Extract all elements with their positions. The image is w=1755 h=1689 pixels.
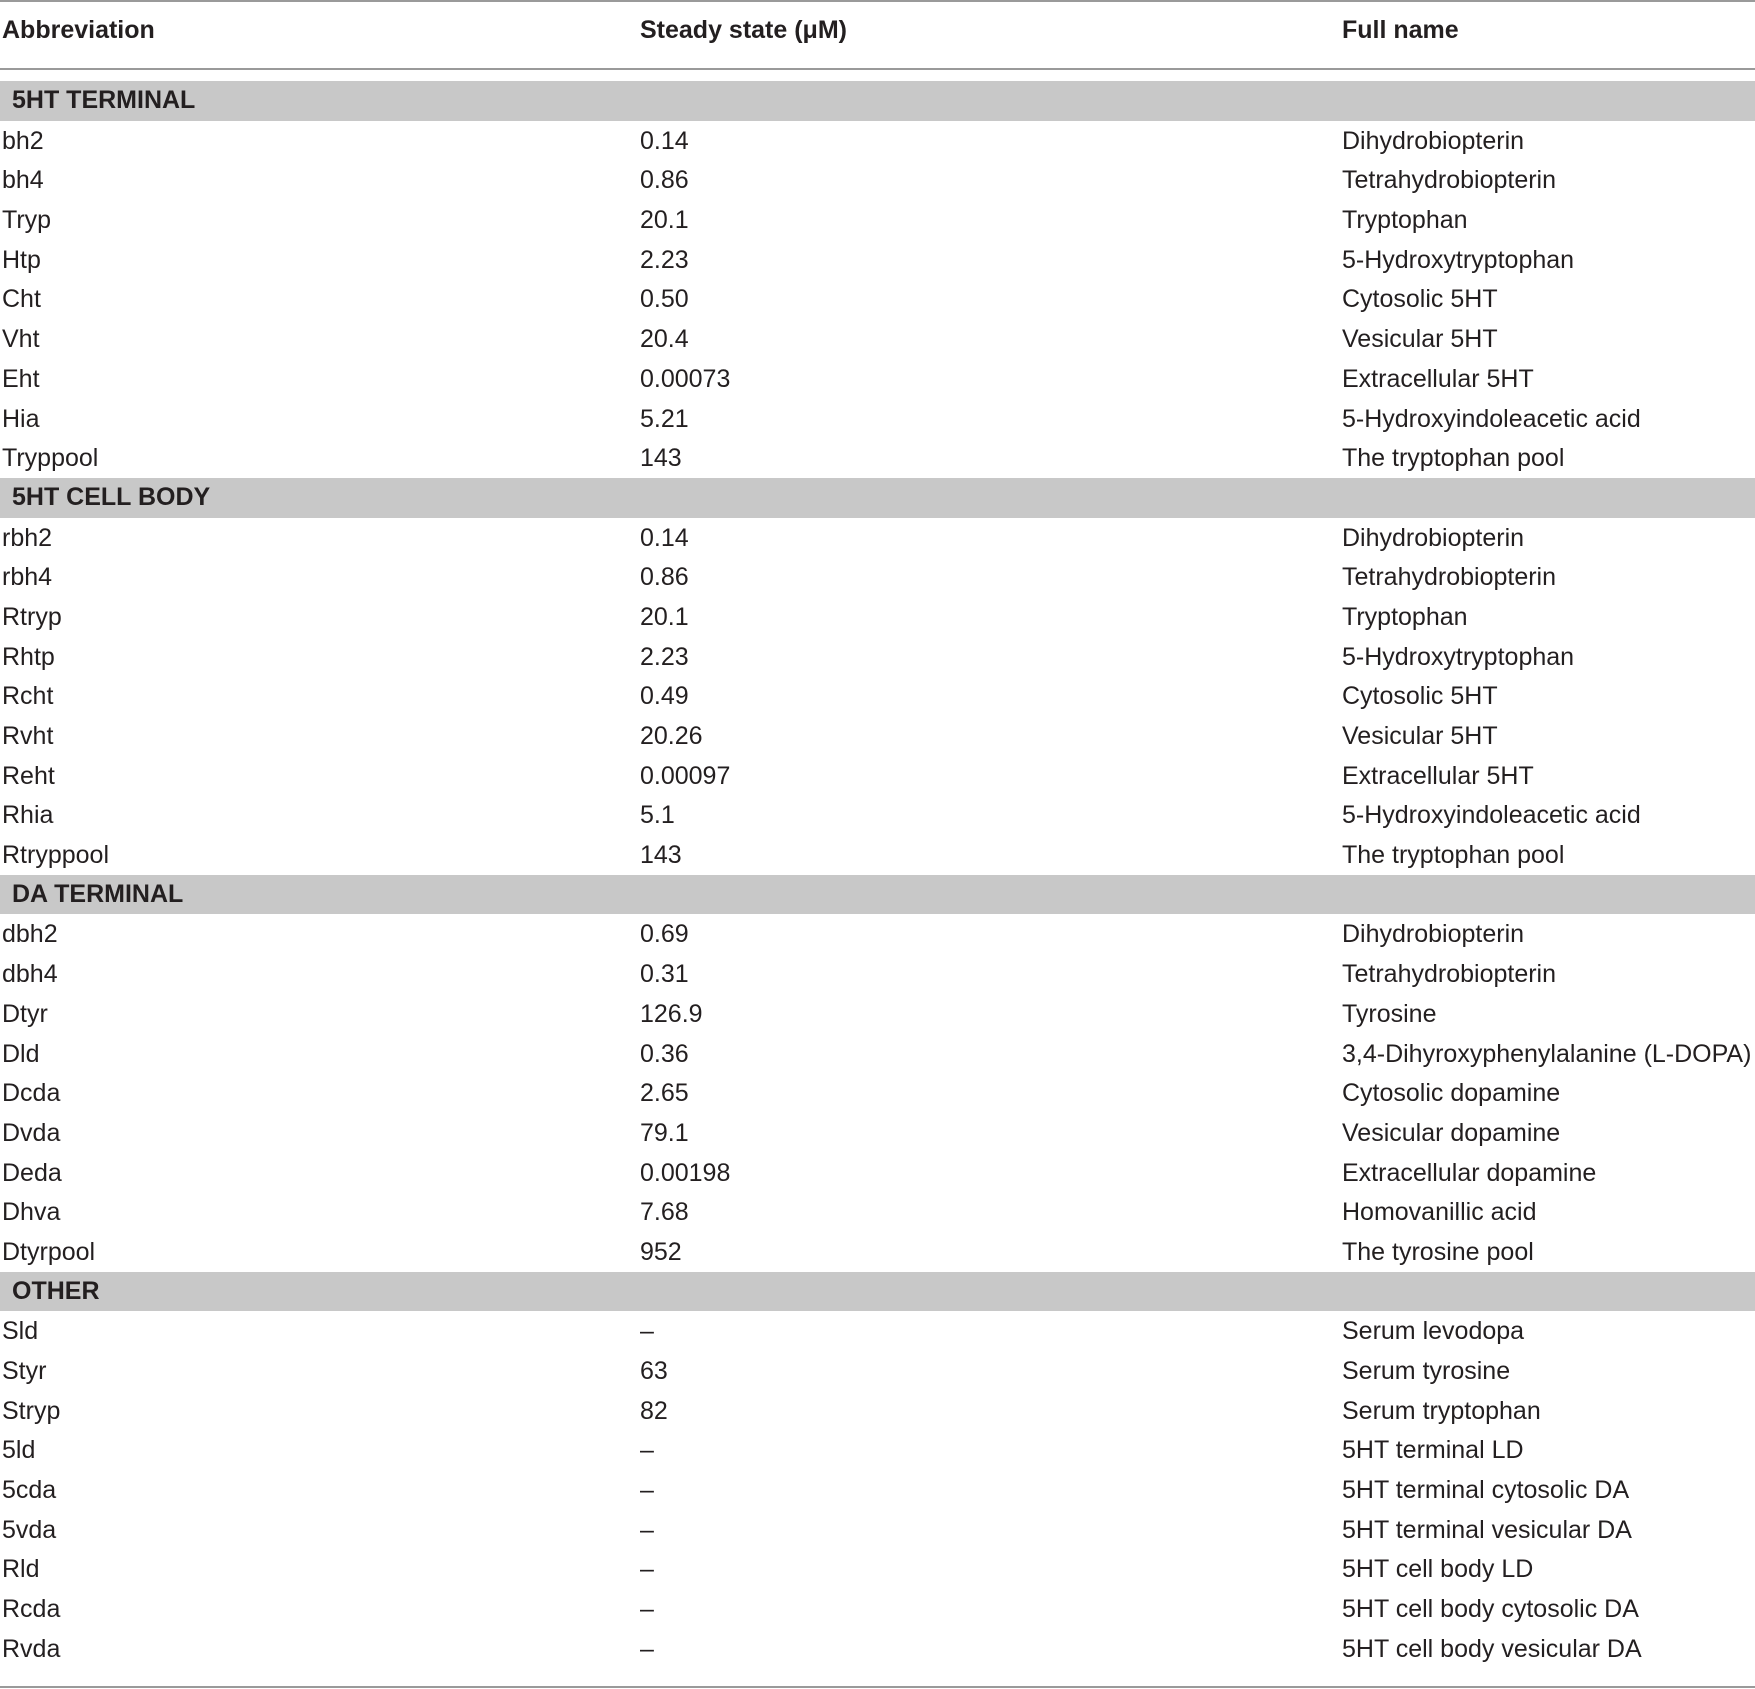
full-name-cell: Vesicular 5HT	[1342, 722, 1498, 750]
abbreviation-cell: Rcht	[2, 682, 54, 711]
steady-state-cell: 143	[640, 841, 682, 870]
full-name-cell: 5HT terminal vesicular DA	[1342, 1515, 1632, 1544]
full-name-cell: 5HT terminal LD	[1342, 1436, 1524, 1465]
full-name-cell: 5HT cell body LD	[1342, 1555, 1534, 1584]
table-row	[0, 1430, 1755, 1470]
table-row	[0, 597, 1755, 637]
table-row	[0, 1232, 1755, 1272]
full-name-cell: The tryptophan pool	[1342, 841, 1565, 870]
abbreviation-cell: Dtyr	[2, 999, 48, 1028]
steady-state-cell: 20.4	[640, 325, 689, 354]
steady-state-cell: –	[640, 1476, 654, 1505]
steady-state-cell: 20.1	[640, 602, 689, 631]
abbreviation-cell: Eht	[2, 364, 40, 393]
full-name-cell: Cytosolic dopamine	[1342, 1079, 1561, 1108]
steady-state-cell: –	[640, 1436, 654, 1465]
table-row	[0, 835, 1755, 875]
abbreviation-cell: Dcda	[2, 1079, 61, 1108]
abbreviation-cell: Vht	[2, 325, 40, 354]
full-name-cell: 5HT terminal cytosolic DA	[1342, 1476, 1630, 1505]
bottom-rule	[0, 1686, 1755, 1688]
table-row	[0, 1034, 1755, 1074]
table-row	[0, 1549, 1755, 1589]
table-row	[0, 1351, 1755, 1391]
full-name-cell: The tyrosine pool	[1342, 1237, 1534, 1266]
abbreviation-cell: Hia	[2, 404, 40, 433]
header-full-name: Full name	[1342, 16, 1459, 44]
table-row	[0, 795, 1755, 835]
table-row	[0, 279, 1755, 319]
full-name-cell: 5HT cell body vesicular DA	[1342, 1634, 1642, 1663]
full-name-cell: Dihydrobiopterin	[1342, 523, 1525, 552]
steady-state-cell: 0.00073	[640, 364, 731, 393]
steady-state-cell: 82	[640, 1396, 668, 1425]
steady-state-cell: 0.00198	[640, 1158, 731, 1187]
header-rule	[0, 68, 1755, 70]
steady-state-cell: 7.68	[640, 1198, 689, 1227]
steady-state-cell: –	[640, 1317, 654, 1346]
steady-state-cell: –	[640, 1634, 654, 1663]
steady-state-cell: 5.21	[640, 404, 689, 433]
abbreviation-cell: dbh4	[2, 960, 58, 989]
table-row	[0, 954, 1755, 994]
full-name-cell: Cytosolic 5HT	[1342, 682, 1498, 711]
abbreviation-cell: Rhtp	[2, 642, 55, 671]
table-row	[0, 1073, 1755, 1113]
steady-state-cell: –	[640, 1515, 654, 1544]
table-header	[0, 0, 1755, 66]
table-row	[0, 914, 1755, 954]
steady-state-cell: 2.23	[640, 642, 689, 671]
full-name-cell: Tetrahydrobiopterin	[1342, 960, 1557, 989]
full-name-cell: Tyrosine	[1342, 999, 1437, 1028]
steady-state-cell: 2.23	[640, 245, 689, 274]
abbreviation-cell: Stryp	[2, 1396, 61, 1425]
abbreviation-cell: Htp	[2, 245, 41, 274]
full-name-cell: Serum tryptophan	[1342, 1396, 1541, 1425]
table-row	[0, 1470, 1755, 1510]
table-row	[0, 1589, 1755, 1629]
full-name-cell: 5HT cell body cytosolic DA	[1342, 1595, 1639, 1624]
full-name-cell: Dihydrobiopterin	[1342, 920, 1525, 949]
abbreviation-cell: Dvda	[2, 1118, 61, 1147]
header-steady-state: Steady state (μM)	[640, 16, 848, 44]
steady-state-cell: –	[640, 1595, 654, 1624]
abbreviation-cell: Tryp	[2, 206, 52, 235]
steady-state-cell: 0.36	[640, 1039, 689, 1068]
full-name-cell: Extracellular dopamine	[1342, 1158, 1597, 1187]
steady-state-cell: 79.1	[640, 1118, 689, 1147]
section-header-row	[0, 1272, 1755, 1312]
full-name-cell: Dihydrobiopterin	[1342, 126, 1525, 155]
steady-state-cell: –	[640, 1555, 654, 1584]
abbreviation-cell: rbh4	[2, 563, 53, 592]
full-name-cell: Homovanillic acid	[1342, 1198, 1537, 1227]
full-name-cell: The tryptophan pool	[1342, 444, 1565, 473]
abbreviation-cell: Styr	[2, 1357, 47, 1385]
full-name-cell: Vesicular dopamine	[1342, 1118, 1561, 1147]
table-row	[0, 994, 1755, 1034]
steady-state-cell: 20.26	[640, 722, 703, 750]
abbreviation-cell: bh2	[2, 126, 44, 155]
steady-state-cell: 0.14	[640, 523, 689, 552]
abbreviation-cell: Dhva	[2, 1198, 61, 1227]
full-name-cell: Serum tyrosine	[1342, 1357, 1511, 1385]
full-name-cell: 5-Hydroxyindoleacetic acid	[1342, 801, 1641, 830]
full-name-cell: Extracellular 5HT	[1342, 761, 1534, 790]
steady-state-cell: 63	[640, 1357, 668, 1385]
abbreviation-cell: rbh2	[2, 523, 53, 552]
full-name-cell: 3,4-Dihyroxyphenylalanine (L-DOPA)	[1342, 1039, 1752, 1068]
steady-state-cell: 0.86	[640, 563, 689, 592]
steady-state-cell: 0.50	[640, 285, 689, 314]
abbreviation-cell: bh4	[2, 166, 44, 195]
table-row	[0, 1629, 1755, 1669]
abbreviation-cell: Reht	[2, 761, 55, 790]
section-header-row	[0, 81, 1755, 121]
abbreviation-cell: Rld	[2, 1555, 40, 1584]
section-title: 5HT CELL BODY	[12, 482, 211, 511]
table-row	[0, 160, 1755, 200]
abbreviation-cell: Rtryp	[2, 602, 62, 631]
abbreviation-cell: Deda	[2, 1158, 62, 1187]
section-header-row	[0, 875, 1755, 915]
header-abbreviation: Abbreviation	[2, 16, 155, 44]
full-name-cell: Tryptophan	[1342, 602, 1468, 631]
table-row	[0, 637, 1755, 677]
steady-state-cell: 126.9	[640, 999, 703, 1028]
full-name-cell: Tetrahydrobiopterin	[1342, 563, 1557, 592]
abbreviation-cell: Rvda	[2, 1634, 61, 1663]
abbreviation-cell: 5cda	[2, 1476, 57, 1505]
abbreviation-cell: Rvht	[2, 722, 54, 750]
table-row	[0, 438, 1755, 478]
section-title: OTHER	[12, 1276, 100, 1305]
steady-state-cell: 0.69	[640, 920, 689, 949]
table-row	[0, 1153, 1755, 1193]
steady-state-cell: 5.1	[640, 801, 675, 830]
table-row	[0, 359, 1755, 399]
steady-state-cell: 952	[640, 1237, 682, 1266]
steady-state-cell: 2.65	[640, 1079, 689, 1108]
table-row	[0, 557, 1755, 597]
steady-state-cell: 0.86	[640, 166, 689, 195]
table-row	[0, 676, 1755, 716]
full-name-cell: 5-Hydroxyindoleacetic acid	[1342, 404, 1641, 433]
abbreviation-cell: Sld	[2, 1317, 39, 1346]
full-name-cell: Tetrahydrobiopterin	[1342, 166, 1557, 195]
full-name-cell: 5-Hydroxytryptophan	[1342, 642, 1575, 671]
abbreviation-cell: Rhia	[2, 801, 54, 830]
table-row	[0, 716, 1755, 756]
table-body	[0, 81, 1755, 1669]
table-row	[0, 518, 1755, 558]
table-row	[0, 399, 1755, 439]
abbreviation-cell: Rcda	[2, 1595, 61, 1624]
section-title: 5HT TERMINAL	[12, 86, 196, 114]
abbreviation-cell: Dld	[2, 1039, 40, 1068]
steady-state-cell: 20.1	[640, 206, 689, 235]
section-header-row	[0, 478, 1755, 518]
full-name-cell: Cytosolic 5HT	[1342, 285, 1498, 314]
abbreviation-cell: dbh2	[2, 920, 58, 949]
table-row	[0, 121, 1755, 161]
steady-state-cell: 0.00097	[640, 761, 731, 790]
table-row	[0, 240, 1755, 280]
abbreviation-cell: Dtyrpool	[2, 1237, 96, 1266]
abbreviation-cell: Tryppool	[2, 444, 99, 473]
section-title: DA TERMINAL	[12, 879, 184, 908]
steady-state-cell: 0.31	[640, 960, 689, 989]
full-name-cell: Vesicular 5HT	[1342, 325, 1498, 354]
table-row	[0, 1192, 1755, 1232]
table-row	[0, 319, 1755, 359]
full-name-cell: Serum levodopa	[1342, 1317, 1525, 1346]
full-name-cell: Tryptophan	[1342, 206, 1468, 235]
table-row	[0, 1510, 1755, 1550]
abbreviation-cell: 5ld	[2, 1436, 36, 1465]
abbreviation-cell: 5vda	[2, 1515, 57, 1544]
full-name-cell: Extracellular 5HT	[1342, 364, 1534, 393]
steady-state-cell: 0.49	[640, 682, 689, 711]
abbreviation-cell: Cht	[2, 285, 41, 314]
steady-state-cell: 143	[640, 444, 682, 473]
abbreviation-cell: Rtryppool	[2, 841, 109, 870]
table-row	[0, 1113, 1755, 1153]
full-name-cell: 5-Hydroxytryptophan	[1342, 245, 1575, 274]
steady-state-cell: 0.14	[640, 126, 689, 155]
table-row	[0, 1391, 1755, 1431]
table-row	[0, 756, 1755, 796]
table-row	[0, 200, 1755, 240]
table-row	[0, 1311, 1755, 1351]
